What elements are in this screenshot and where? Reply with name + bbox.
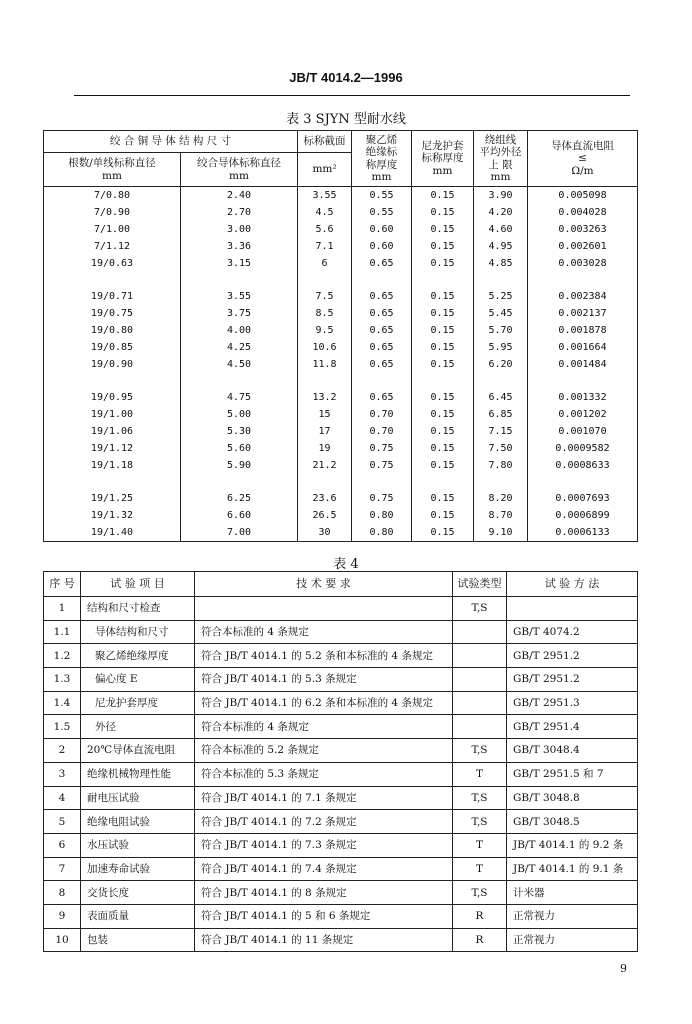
table-cell [453,668,507,692]
table-row [44,597,638,621]
table-cell: 19/0.85 [44,339,181,356]
table-cell: 0.65 [352,255,412,272]
table-cell: 0.001202 [528,406,638,423]
col4-head: 聚乙烯 绝缘标 称厚度 mm [352,131,412,187]
table-cell: 1.3 [44,668,81,692]
t4-head-type: 试验类型 [453,572,507,597]
t4-head-item: 试 验 项 目 [81,572,195,597]
table-cell: 5.90 [181,457,298,474]
table-row [44,221,638,238]
table-cell: 26.5 [298,507,352,524]
table-cell: 19/1.00 [44,406,181,423]
table-cell: GB/T 3048.4 [507,739,638,763]
table-cell: 7 [44,857,81,881]
table-cell: 19/1.40 [44,524,181,542]
table-cell: 4 [44,786,81,810]
table-cell: 19 [298,440,352,457]
table-cell: GB/T 2951.3 [507,691,638,715]
table-cell: 9 [44,904,81,928]
table-cell: 0.001484 [528,356,638,373]
table-row [44,187,638,205]
table-cell: 耐电压试验 [81,786,195,810]
table-row [44,857,638,881]
table-cell: 0.0007693 [528,490,638,507]
table-cell: T,S [453,881,507,905]
table-cell: 0.001878 [528,322,638,339]
table-row [44,255,638,272]
table-cell: JB/T 4014.1 的 9.2 条 [507,833,638,857]
table-cell: 11.8 [298,356,352,373]
table-cell: 0.15 [412,339,474,356]
table-cell: 0.002137 [528,305,638,322]
table-row [44,928,638,952]
table-cell: 聚乙烯绝缘厚度 [81,644,195,668]
t4-head-method: 试 验 方 法 [507,572,638,597]
table-cell: 5.95 [474,339,528,356]
table-cell: 绝缘机械物理性能 [81,762,195,786]
t4-head-req: 技 术 要 求 [195,572,453,597]
table-cell: 2.40 [181,187,298,205]
table-cell: 7.1 [298,238,352,255]
table-cell: 0.15 [412,406,474,423]
table-cell: 8 [44,881,81,905]
table-cell: 9.10 [474,524,528,542]
table-cell: 0.0009582 [528,440,638,457]
table-cell: T,S [453,786,507,810]
table-cell: 0.0006133 [528,524,638,542]
col3-unit: mm² [298,153,352,187]
group-spacer [44,373,638,389]
table-cell: 符合本标准的 4 条规定 [195,715,453,739]
table-cell: 0.15 [412,423,474,440]
table-cell: T,S [453,597,507,621]
table-cell: 0.65 [352,288,412,305]
table-row [44,524,638,542]
table-cell: 加速寿命试验 [81,857,195,881]
table-cell: 7/1.00 [44,221,181,238]
table-row [44,644,638,668]
table-cell: 0.60 [352,221,412,238]
table-cell: 符合本标准的 5.2 条规定 [195,739,453,763]
table-cell: 绝缘电阻试验 [81,810,195,834]
table-cell: 0.75 [352,457,412,474]
table-cell: 0.0008633 [528,457,638,474]
table-cell: 23.6 [298,490,352,507]
table-row [44,339,638,356]
table-cell: 0.15 [412,440,474,457]
document-header: JB/T 4014.2—1996 [289,70,403,85]
col2-head: 绞合导体标称直径 mm [181,153,298,187]
table-cell: 7.50 [474,440,528,457]
table-cell: 30 [298,524,352,542]
table-cell: 0.65 [352,356,412,373]
table-cell: 3 [44,762,81,786]
col3-head: 标称截面 [298,131,352,153]
table-cell: 7.00 [181,524,298,542]
table-cell: 6.85 [474,406,528,423]
table-cell: 3.00 [181,221,298,238]
table-cell: GB/T 2951.5 和 7 [507,762,638,786]
table-row [44,786,638,810]
table-cell: 符合 JB/T 4014.1 的 5.3 条规定 [195,668,453,692]
table-cell: 符合 JB/T 4014.1 的 11 条规定 [195,928,453,952]
table-cell: 符合 JB/T 4014.1 的 5 和 6 条规定 [195,904,453,928]
table-cell: 5.6 [298,221,352,238]
table-cell: 正常视力 [507,904,638,928]
table-cell: GB/T 4074.2 [507,620,638,644]
table-cell: GB/T 2951.2 [507,668,638,692]
table-cell: 4.5 [298,204,352,221]
table-cell: 0.15 [412,389,474,406]
table-cell: 17 [298,423,352,440]
table-cell: R [453,928,507,952]
table3 [43,130,638,542]
table-cell: R [453,904,507,928]
table-row [44,389,638,406]
table-cell: 19/0.90 [44,356,181,373]
table-cell: 符合 JB/T 4014.1 的 7.1 条规定 [195,786,453,810]
table-cell: 4.95 [474,238,528,255]
table-cell: 3.55 [298,187,352,205]
table-cell: 19/1.25 [44,490,181,507]
table-cell: 符合本标准的 5.3 条规定 [195,762,453,786]
table-cell: 3.90 [474,187,528,205]
table-cell: 0.005098 [528,187,638,205]
table-cell [453,715,507,739]
table-cell: 计米器 [507,881,638,905]
table-cell: 4.85 [474,255,528,272]
table-cell: 0.002384 [528,288,638,305]
table-cell: 导体结构和尺寸 [81,620,195,644]
table-cell: 0.60 [352,238,412,255]
table-cell: 4.50 [181,356,298,373]
table-cell: 4.75 [181,389,298,406]
table-cell: 0.65 [352,389,412,406]
table-cell: 0.70 [352,423,412,440]
table-cell: 包装 [81,928,195,952]
table-cell: 10.6 [298,339,352,356]
table-cell: 0.15 [412,255,474,272]
table-cell: 3.15 [181,255,298,272]
table-cell: T [453,833,507,857]
table-cell: 外径 [81,715,195,739]
table-cell: 9.5 [298,322,352,339]
table-row [44,904,638,928]
table-cell: JB/T 4014.1 的 9.1 条 [507,857,638,881]
table-cell: 正常视力 [507,928,638,952]
table-cell: 2 [44,739,81,763]
table-cell: 0.004028 [528,204,638,221]
table-cell: 7/0.80 [44,187,181,205]
table-row [44,810,638,834]
table-row [44,238,638,255]
table-cell: 0.75 [352,440,412,457]
group-header: 绞 合 铜 导 体 结 构 尺 寸 [44,131,298,153]
table-cell: 0.0006899 [528,507,638,524]
table-cell: 符合 JB/T 4014.1 的 7.2 条规定 [195,810,453,834]
table-cell: 水压试验 [81,833,195,857]
table-cell [453,620,507,644]
table-cell: 6.60 [181,507,298,524]
table-cell: 3.36 [181,238,298,255]
table-cell: 结构和尺寸检查 [81,597,195,621]
table-row [44,406,638,423]
table-cell: 5.60 [181,440,298,457]
table-cell: 0.55 [352,187,412,205]
table-row [44,507,638,524]
table-row [44,881,638,905]
table-row [44,739,638,763]
table-cell: 0.001070 [528,423,638,440]
table-cell: 6 [298,255,352,272]
table-cell: 7.15 [474,423,528,440]
col6-head: 绕组线 平均外径 上 限 mm [474,131,528,187]
table-cell: 19/1.06 [44,423,181,440]
table-cell: 偏心度 E [81,668,195,692]
table-cell: 0.15 [412,490,474,507]
table-row [44,762,638,786]
table-cell: 13.2 [298,389,352,406]
table-row [44,322,638,339]
table-cell: 19/0.95 [44,389,181,406]
table-cell: T,S [453,739,507,763]
table-cell: 0.15 [412,187,474,205]
table-cell: 7/1.12 [44,238,181,255]
table-cell: 20℃导体直流电阻 [81,739,195,763]
table-cell: 0.003263 [528,221,638,238]
group-spacer [44,474,638,490]
table-cell: 19/0.71 [44,288,181,305]
table-cell: 5.70 [474,322,528,339]
table-cell: 3.55 [181,288,298,305]
table-cell: 0.15 [412,221,474,238]
table-row [44,204,638,221]
table-cell: 0.65 [352,305,412,322]
table-cell: 符合 JB/T 4014.1 的 6.2 条和本标准的 4 条规定 [195,691,453,715]
table-cell: GB/T 3048.8 [507,786,638,810]
table-row [44,440,638,457]
table-cell: 6.20 [474,356,528,373]
table-cell: 10 [44,928,81,952]
table-cell: 0.55 [352,204,412,221]
table-cell: T,S [453,810,507,834]
table-cell: 0.003028 [528,255,638,272]
table-cell: 8.70 [474,507,528,524]
table-cell: GB/T 2951.2 [507,644,638,668]
table-row [44,305,638,322]
table-row [44,620,638,644]
table-cell: GB/T 3048.5 [507,810,638,834]
table3-body [44,187,638,542]
table-cell: 1 [44,597,81,621]
table-cell: 尼龙护套厚度 [81,691,195,715]
table-cell: 0.001332 [528,389,638,406]
table-row [44,490,638,507]
table-cell: 6.25 [181,490,298,507]
table-cell: 4.00 [181,322,298,339]
table-cell: 15 [298,406,352,423]
table4-body [44,597,638,952]
table-cell: 8.5 [298,305,352,322]
table-cell: 5 [44,810,81,834]
table-cell: 4.60 [474,221,528,238]
table3-caption: 表 3 SJYN 型耐水线 [286,112,406,127]
table-cell: 1.4 [44,691,81,715]
table-cell: 0.15 [412,288,474,305]
col7-head: 导体直流电阻 ≤ Ω/m [528,131,638,187]
table-cell: 19/1.12 [44,440,181,457]
table-row [44,715,638,739]
table-cell: 0.65 [352,322,412,339]
table-cell: 19/1.32 [44,507,181,524]
table-cell [453,691,507,715]
table-cell: 0.15 [412,507,474,524]
table-cell: 6.45 [474,389,528,406]
table-row [44,288,638,305]
table-cell [195,597,453,621]
table-cell: T [453,857,507,881]
table-cell: 0.80 [352,507,412,524]
table-cell: 0.75 [352,490,412,507]
table4-caption: 表 4 [333,557,359,572]
col1-head: 根数/单线标称直径 mm [44,153,181,187]
table-cell: 5.30 [181,423,298,440]
table-cell: 7/0.90 [44,204,181,221]
table-cell: 0.002601 [528,238,638,255]
table-cell: 0.15 [412,238,474,255]
table-cell: 符合 JB/T 4014.1 的 8 条规定 [195,881,453,905]
table4 [43,571,638,952]
table-cell: 5.25 [474,288,528,305]
table-row [44,668,638,692]
table-cell: 5.00 [181,406,298,423]
table-cell: 0.65 [352,339,412,356]
table-cell: 0.15 [412,356,474,373]
table-row [44,457,638,474]
table-cell: 19/0.80 [44,322,181,339]
table-cell: 19/1.18 [44,457,181,474]
table-cell: 符合 JB/T 4014.1 的 5.2 条和本标准的 4 条规定 [195,644,453,668]
table-cell: 0.15 [412,457,474,474]
table-cell: 符合 JB/T 4014.1 的 7.4 条规定 [195,857,453,881]
table-cell: 符合本标准的 4 条规定 [195,620,453,644]
table-cell: 4.20 [474,204,528,221]
table-cell: 8.20 [474,490,528,507]
group-spacer [44,272,638,288]
table-row [44,833,638,857]
table-row [44,691,638,715]
t4-head-no: 序 号 [44,572,81,597]
header-rule [74,95,630,96]
table-cell: 1.2 [44,644,81,668]
table-cell: 1.1 [44,620,81,644]
table-cell: 表面质量 [81,904,195,928]
table-cell: 交货长度 [81,881,195,905]
table-cell: 7.5 [298,288,352,305]
table-cell: 0.15 [412,204,474,221]
table-cell: 0.70 [352,406,412,423]
table-cell [507,597,638,621]
table-cell: 4.25 [181,339,298,356]
table-row [44,356,638,373]
table-cell: GB/T 2951.4 [507,715,638,739]
page-number: 9 [620,962,627,975]
table-row [44,423,638,440]
table-cell: 符合 JB/T 4014.1 的 7.3 条规定 [195,833,453,857]
table-cell: 0.001664 [528,339,638,356]
table-cell: 7.80 [474,457,528,474]
table-cell: 0.80 [352,524,412,542]
table-cell: 2.70 [181,204,298,221]
table-cell: 19/0.75 [44,305,181,322]
table-cell: 3.75 [181,305,298,322]
table-cell: 0.15 [412,524,474,542]
table-cell: 21.2 [298,457,352,474]
table-cell: T [453,762,507,786]
table-cell: 6 [44,833,81,857]
table-cell: 19/0.63 [44,255,181,272]
table-cell: 1.5 [44,715,81,739]
table-cell: 5.45 [474,305,528,322]
table-cell [453,644,507,668]
table-cell: 0.15 [412,305,474,322]
col5-head: 尼龙护套 标称厚度 mm [412,131,474,187]
table-cell: 0.15 [412,322,474,339]
